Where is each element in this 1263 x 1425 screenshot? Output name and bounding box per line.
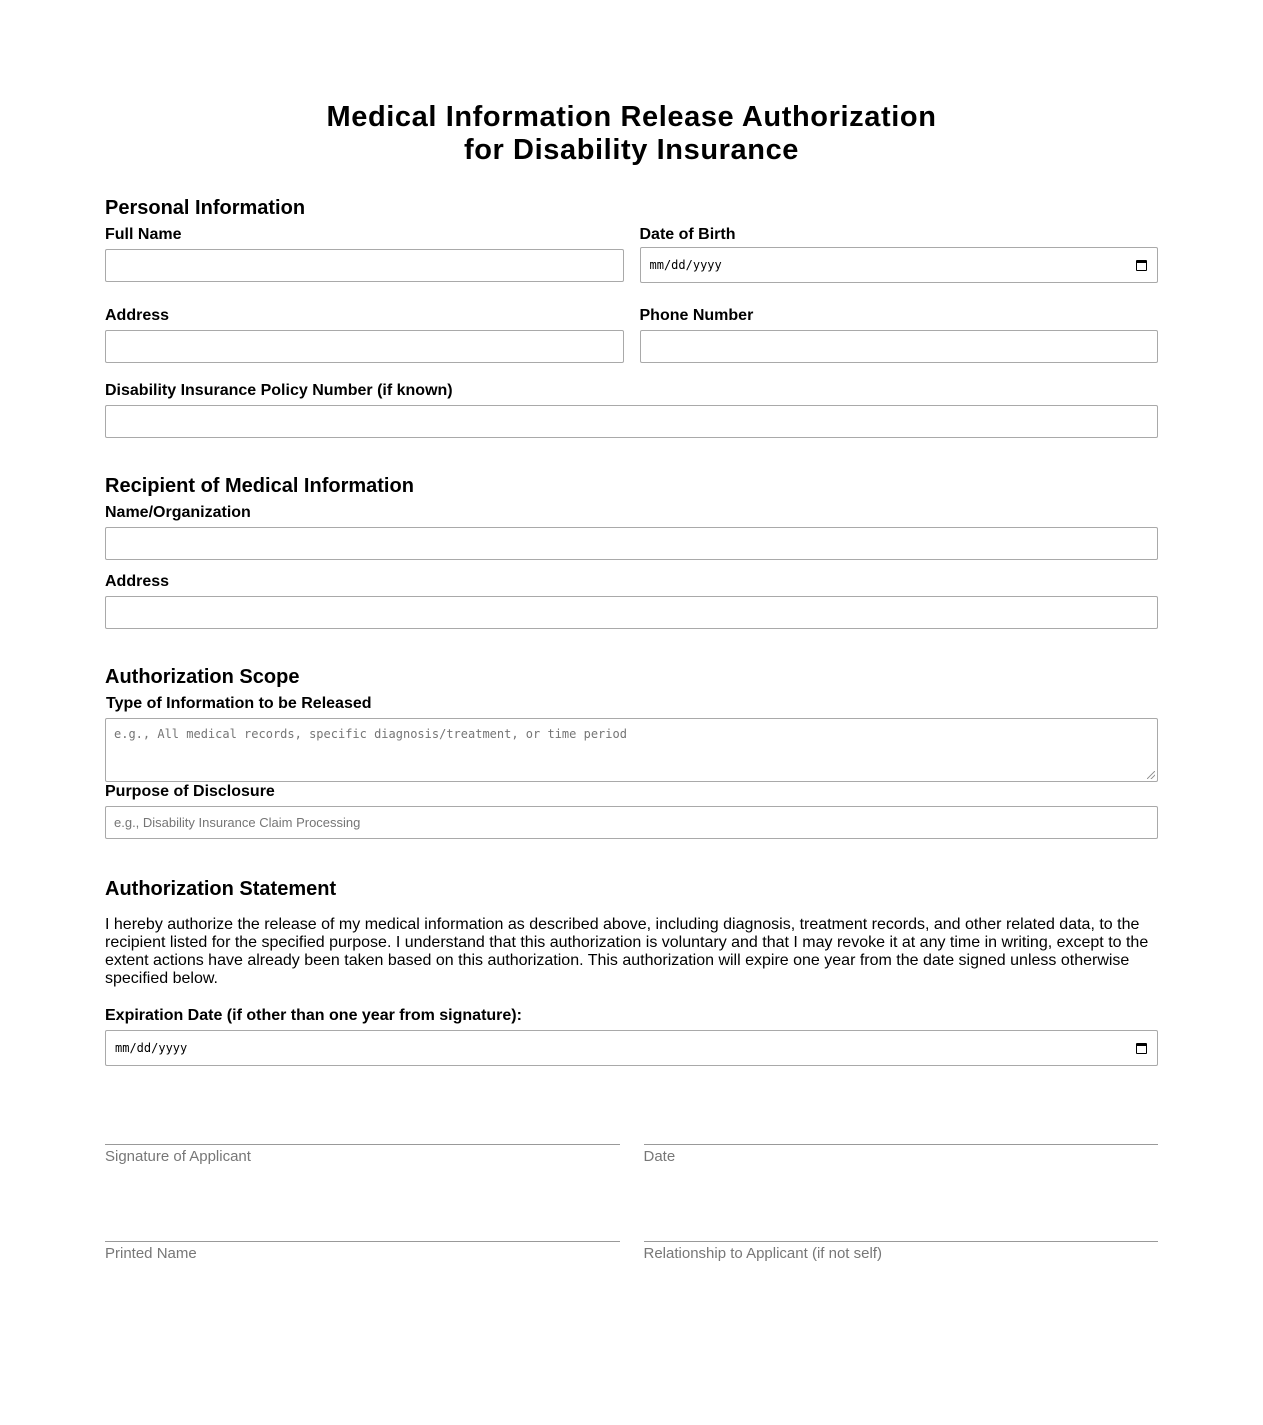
title-line-2: for Disability Insurance xyxy=(463,134,800,166)
relationship-line[interactable] xyxy=(644,1241,1159,1242)
personal-information-section xyxy=(105,196,1158,438)
address-input[interactable] xyxy=(105,330,624,363)
info-type-placeholder: e.g., All medical records, specific diagnosis/treatment, or time period xyxy=(114,727,627,741)
recipient-section xyxy=(105,474,1158,629)
info-type-textarea[interactable] xyxy=(105,718,1158,782)
address-label: Address xyxy=(105,307,170,324)
authorization-statement-text: I hereby authorize the release of my medical information as described above, including diagnosis, treatment records, and other related data, to the recipient listed for the specified purpose. I understand that this authorization is voluntary and that I may revoke it at any time in writing, except to the extent actions have already been taken based on this authorization. This authorization will expire one year from the date signed unless otherwise specified below. xyxy=(105,916,1149,987)
section-heading-recipient: Recipient of Medical Information xyxy=(105,475,414,497)
signature-date-label: Date xyxy=(643,1148,676,1165)
signature-section xyxy=(105,1144,1158,1263)
section-heading-personal: Personal Information xyxy=(105,197,306,219)
expiration-date-placeholder: mm/dd/yyyy xyxy=(115,1041,188,1055)
policy-number-label: Disability Insurance Policy Number (if known) xyxy=(105,382,453,399)
calendar-icon[interactable] xyxy=(1136,1043,1147,1054)
relationship-label: Relationship to Applicant (if not self) xyxy=(643,1245,882,1262)
page-title xyxy=(105,0,1158,167)
recipient-name-label: Name/Organization xyxy=(105,504,251,521)
phone-number-input[interactable] xyxy=(640,330,1159,363)
policy-number-input[interactable] xyxy=(105,405,1158,438)
phone-number-label: Phone Number xyxy=(639,307,754,324)
full-name-label: Full Name xyxy=(105,226,182,243)
signature-date-line[interactable] xyxy=(644,1144,1159,1145)
recipient-address-label: Address xyxy=(105,573,170,590)
recipient-address-input[interactable] xyxy=(105,596,1158,629)
printed-name-line[interactable] xyxy=(105,1241,620,1242)
authorization-scope-section xyxy=(105,665,1158,839)
section-heading-statement: Authorization Statement xyxy=(105,878,337,900)
expiration-date-input[interactable] xyxy=(105,1030,1158,1066)
info-type-label: Type of Information to be Released xyxy=(106,695,372,712)
calendar-icon[interactable] xyxy=(1136,260,1147,271)
recipient-name-input[interactable] xyxy=(105,527,1158,560)
full-name-input[interactable] xyxy=(105,249,624,282)
printed-name-label: Printed Name xyxy=(105,1245,197,1262)
title-line-1: Medical Information Release Authorization xyxy=(326,101,937,133)
authorization-statement-section xyxy=(105,877,1158,1066)
date-of-birth-label: Date of Birth xyxy=(639,226,736,243)
purpose-label: Purpose of Disclosure xyxy=(105,783,275,800)
purpose-placeholder: e.g., Disability Insurance Claim Processing xyxy=(114,815,361,830)
signature-label: Signature of Applicant xyxy=(105,1148,251,1165)
resize-handle-icon[interactable] xyxy=(1147,771,1155,779)
purpose-input[interactable] xyxy=(105,806,1158,839)
expiration-date-label: Expiration Date (if other than one year from signature): xyxy=(105,1007,522,1024)
date-of-birth-input[interactable] xyxy=(640,247,1159,283)
signature-line[interactable] xyxy=(105,1144,620,1145)
date-of-birth-placeholder: mm/dd/yyyy xyxy=(649,258,722,272)
section-heading-scope: Authorization Scope xyxy=(105,666,300,688)
